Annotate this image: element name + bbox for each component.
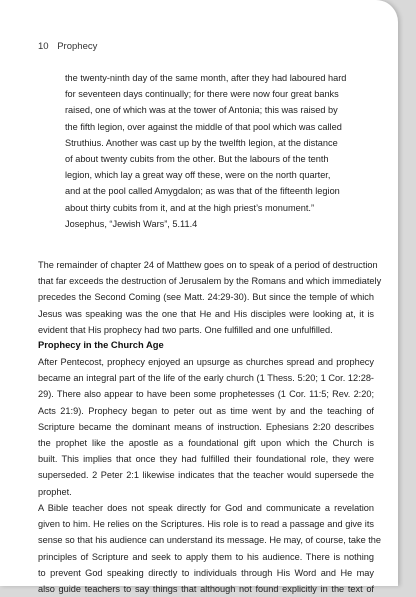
quote-line: and at the pool called Amygdalon; as was that of the fifteenth legion bbox=[65, 186, 340, 197]
quote-line: for seventeen days continually; for there were now four great banks bbox=[65, 89, 339, 100]
section-heading: Prophecy in the Church Age bbox=[38, 339, 164, 350]
paragraph-line: the prophet like the apostle as a foundational gift upon which the Church is bbox=[38, 438, 374, 449]
quote-line: about thirty cubits from it, and at the high priest’s monument.” bbox=[65, 202, 315, 213]
quote-line: legion, which lay a great way off these, were on the north quarter, bbox=[65, 170, 331, 181]
running-head bbox=[38, 41, 97, 52]
paragraph-line: given to him. He relies on the Scriptures. His role is to read a passage and give its bbox=[38, 519, 374, 530]
block-quote bbox=[65, 70, 367, 232]
paragraph-line: A Bible teacher does not speak directly for God and communicate a revelation bbox=[38, 503, 374, 513]
paragraph-line: superseded. 2 Peter 2:1 likewise indicates that the teacher would supersede the bbox=[38, 470, 374, 481]
paragraph bbox=[38, 354, 374, 500]
paragraph-line: Scripture became the dominant means of instruction. Ephesians 2:20 describes bbox=[38, 421, 374, 432]
section-title: Prophecy bbox=[57, 41, 98, 52]
page-number: 10 bbox=[38, 41, 49, 52]
paragraph-line: became an integral part of the life of the early church (1 Thess. 5:20; 1 Cor. 12:28- bbox=[38, 373, 374, 384]
quote-line: raised, one of which was at the tower of Antonia; this was raised by bbox=[65, 105, 338, 116]
quote-line: Struthius. Another was cast up by the twelfth legion, at the distance bbox=[65, 137, 338, 148]
quote-line: of about twenty cubits from the other. But the labours of the tenth bbox=[65, 154, 329, 165]
paragraph bbox=[38, 500, 382, 597]
paragraph-line: Jesus was speaking was the one that He and His disciples were looking at, it is bbox=[38, 308, 374, 319]
paragraph-line: Acts 21:9). Prophecy began to peter out as time went by and the teaching of bbox=[38, 405, 374, 416]
paragraph-line: precedes the Second Coming (see Matt. 24:29-30). But since the temple of which bbox=[38, 292, 374, 303]
paragraph-line: sense so that his audience can understand its message. He may, of course, take the bbox=[38, 535, 382, 546]
quote-line: the fifth legion, over against the middle of that pool which was called bbox=[65, 121, 342, 132]
paragraph bbox=[38, 257, 382, 338]
paragraph-line: built. This implies that once they had fulfilled their foundational role, they were bbox=[38, 454, 374, 465]
paragraph-line: prophet. bbox=[38, 486, 72, 497]
quote-line: the twenty-ninth day of the same month, after they had laboured hard bbox=[65, 73, 347, 83]
paragraph-line: evident that His prophecy had two parts. One fulfilled and one unfulfilled. bbox=[38, 324, 333, 335]
paragraph-line: The remainder of chapter 24 of Matthew goes on to speak of a period of destruction bbox=[38, 260, 378, 270]
paragraph-line: principles of Scripture and seek to apply them to his audience. There is nothing bbox=[38, 551, 374, 562]
paragraph-line: 29). There also appear to have been some prophetesses (1 Cor. 11:5; Rev. 2:20; bbox=[38, 389, 374, 400]
paragraph-line: that far exceeds the destruction of Jerusalem by the Romans and which immediately bbox=[38, 276, 382, 287]
paragraph-line: After Pentecost, prophecy enjoyed an upsurge as churches spread and prophecy bbox=[38, 357, 374, 367]
paragraph-line: to prevent God speaking directly to individuals through His Word and He may bbox=[38, 567, 374, 578]
paragraph-line: also guide teachers to say things that although not found explicitly in the text of bbox=[38, 584, 374, 595]
quote-attribution: Josephus, “Jewish Wars”, 5.11.4 bbox=[65, 218, 198, 229]
